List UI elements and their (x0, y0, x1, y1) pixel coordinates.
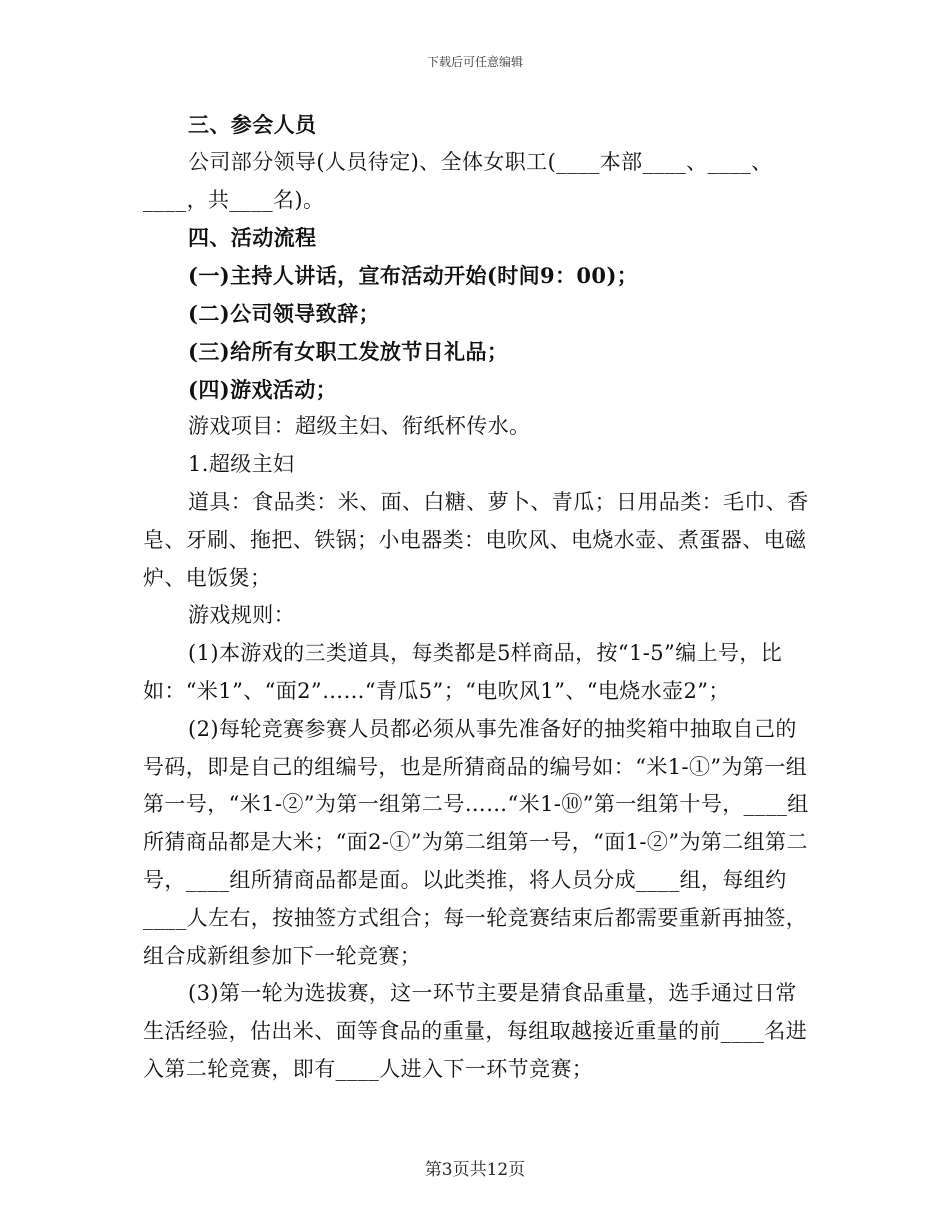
section-heading-attendees: 三、参会人员 (188, 112, 317, 137)
game-rules-label: 游戏规则： (188, 603, 295, 628)
process-step-1: (一)主持人讲话，宣布活动开始(时间9：00)； (188, 263, 639, 289)
process-step-4: (四)游戏活动； (188, 376, 338, 402)
rule-2: (2)每轮竞赛参赛人员都必须从事先准备好的抽奖箱中抽取自己的号码，即是自己的组编号，也是所猜商品的编号如：“米1-①”为第一组第一号，“米1-②”为第一组第二号……“米1-⑩”第一组第十号，____组所猜商品都是大米；“面2-①”为第二组第一号，“面1-②”为第二组第二号，____组所猜商品都是面。以此类推，将人员分成____组，每组约____人左右，按抽签方式组合；每一轮竞赛结束后都需要重新再抽签，组合成新组参加下一轮竞赛； (143, 716, 809, 968)
document-body (143, 106, 813, 1089)
paragraph-attendees: 公司部分领导(人员待定)、全体女职工(____本部____、____、____，共____名)。 (143, 149, 773, 212)
section-heading-process: 四、活动流程 (188, 225, 317, 251)
rule-3: (3)第一轮为选拔赛，这一环节主要是猜食品重量，选手通过日常生活经验，估出米、面等食品的重量，每组取越接近重量的前____名进入第二轮竞赛，即有____人进入下一环节竞赛； (143, 981, 808, 1081)
process-step-2: (二)公司领导致辞； (188, 300, 380, 326)
game-title-super-housewife: 1.超级主妇 (188, 452, 295, 477)
paragraph-game-items: 游戏项目：超级主妇、衔纸杯传水。 (188, 414, 531, 439)
page-header: 下载后可任意编辑 (426, 55, 523, 69)
page-number: 第3页共12页 (424, 1160, 526, 1180)
process-step-3: (三)给所有女职工发放节日礼品； (188, 338, 509, 364)
paragraph-props: 道具：食品类：米、面、白糖、萝卜、青瓜；日用品类：毛巾、香皂、牙刷、拖把、铁锅；小电器类：电吹风、电烧水壶、煮蛋器、电磁炉、电饭煲； (143, 489, 809, 590)
rule-1: (1)本游戏的三类道具，每类都是5样商品，按“1-5”编上号，比如：“米1”、“面2”……“青瓜5”；“电吹风1”、“电烧水壶2”； (143, 641, 783, 703)
